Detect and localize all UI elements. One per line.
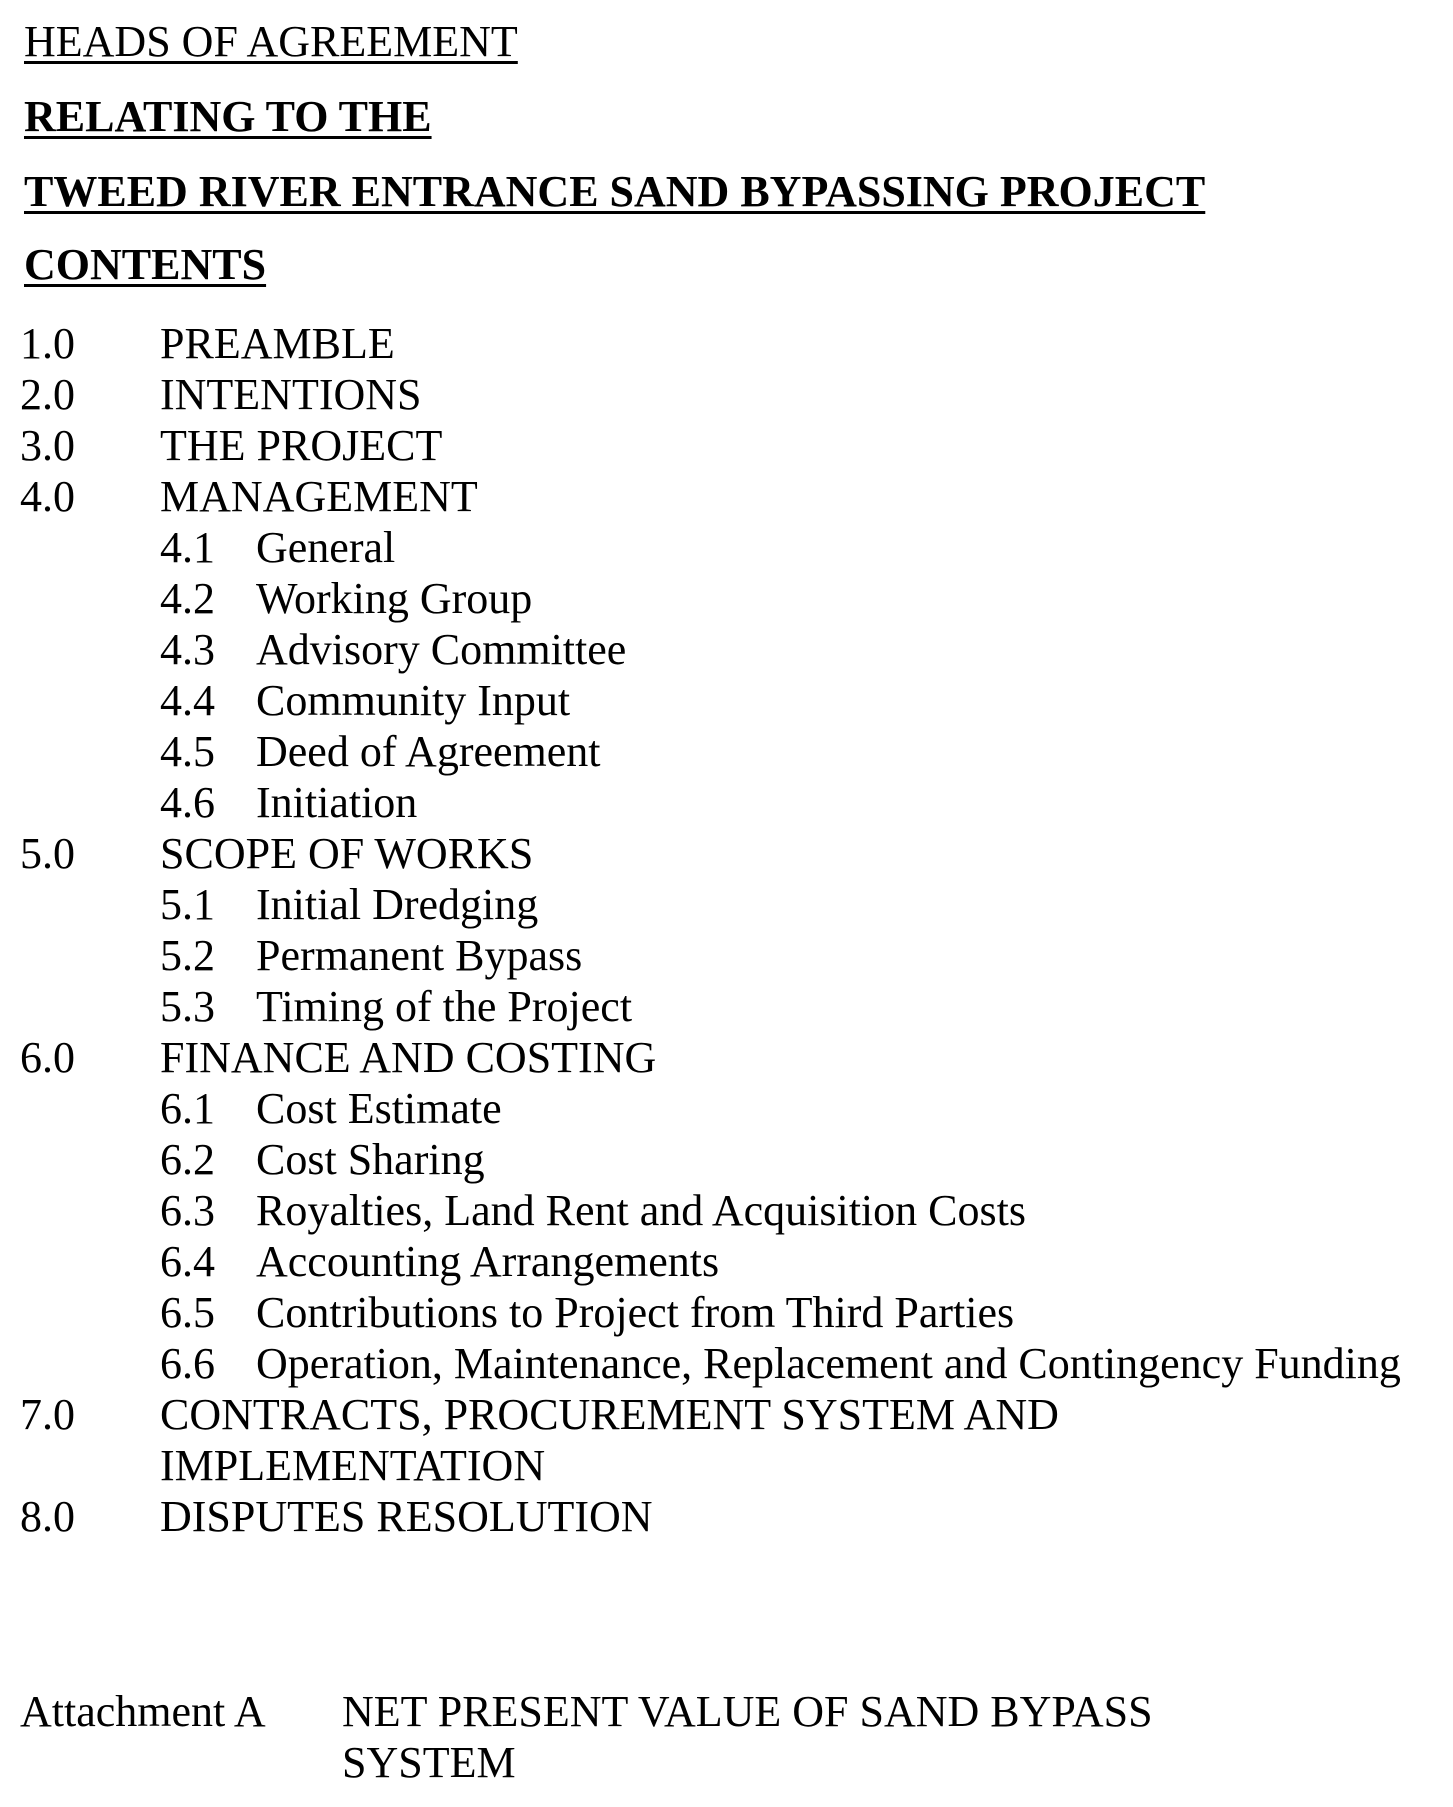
toc-subentry [0,726,1453,777]
heading-relating-to: RELATING TO THE [24,92,432,141]
toc-entry [0,369,1453,420]
toc-entry-title: SCOPE OF WORKS [160,829,534,878]
toc-entry [0,318,1453,369]
toc-entry-title: MANAGEMENT [160,472,478,521]
heading-contents: CONTENTS [24,240,267,289]
toc-subentry [0,1236,1453,1287]
toc-subentry-title: Royalties, Land Rent and Acquisition Costs [256,1186,1026,1235]
attachment-title: NET PRESENT VALUE OF SAND BYPASS SYSTEM [342,1687,1153,1787]
toc-subentry [0,777,1453,828]
toc-subentry-number: 4.5 [160,727,215,776]
toc-subentry-number: 5.3 [160,982,215,1031]
toc-subentry [0,573,1453,624]
toc-subentry [0,981,1453,1032]
toc-subentry-title: Cost Estimate [256,1084,502,1133]
toc-subentry [0,624,1453,675]
toc-entry-title: DISPUTES RESOLUTION [160,1492,653,1541]
toc-subentry-title: Timing of the Project [256,982,633,1031]
toc-entry-number: 3.0 [20,421,75,470]
toc-subentry-number: 6.2 [160,1135,215,1184]
toc-subentry-title: Permanent Bypass [256,931,583,980]
toc-subentry-number: 4.1 [160,523,215,572]
toc-subentry-title: Cost Sharing [256,1135,485,1184]
toc-subentry-title: Community Input [256,676,571,725]
toc-subentry-title: Contributions to Project from Third Parties [256,1288,1015,1337]
toc-subentry [0,1083,1453,1134]
toc-subentry-number: 6.5 [160,1288,215,1337]
toc-entry [0,828,1453,879]
toc-subentry [0,522,1453,573]
toc-subentry-title: Deed of Agreement [256,727,601,776]
toc-subentry-title: General [256,523,396,572]
toc-entry [0,420,1453,471]
toc-subentry-title: Initial Dredging [256,880,539,929]
toc-subentry-number: 6.3 [160,1186,215,1235]
toc-entry-title: INTENTIONS [160,370,422,419]
toc-subentry-title: Accounting Arrangements [256,1237,720,1286]
toc-subentry-number: 4.6 [160,778,215,827]
toc-entry-title: PREAMBLE [160,319,395,368]
toc-subentry [0,1338,1453,1389]
toc-subentry-number: 4.3 [160,625,215,674]
toc-entry-number: 5.0 [20,829,75,878]
toc-entry-title: CONTRACTS, PROCUREMENT SYSTEM AND IMPLEMENTATION [160,1390,1059,1490]
toc-subentry-title: Initiation [256,778,418,827]
toc-entry [0,1389,1453,1491]
toc-entry-title: FINANCE AND COSTING [160,1033,657,1082]
toc-subentry-number: 4.2 [160,574,215,623]
toc-subentry-number: 6.4 [160,1237,215,1286]
attachment-entry [20,1686,1242,1788]
toc-subentry [0,675,1453,726]
toc-entry [0,471,1453,522]
heading-project-title: TWEED RIVER ENTRANCE SAND BYPASSING PROJECT [24,167,1206,216]
attachment-label: Attachment A [20,1687,266,1736]
table-of-contents [0,318,1453,1542]
toc-subentry-number: 6.1 [160,1084,215,1133]
toc-entry-number: 4.0 [20,472,75,521]
toc-subentry [0,879,1453,930]
toc-entry-title: THE PROJECT [160,421,443,470]
toc-entry-number: 2.0 [20,370,75,419]
toc-entry [0,1491,1453,1542]
toc-subentry-number: 5.1 [160,880,215,929]
toc-subentry-number: 5.2 [160,931,215,980]
toc-subentry-title: Working Group [256,574,533,623]
toc-subentry [0,1185,1453,1236]
toc-entry-number: 1.0 [20,319,75,368]
toc-subentry-number: 4.4 [160,676,215,725]
toc-subentry [0,930,1453,981]
toc-subentry-title: Operation, Maintenance, Replacement and Contingency Funding [256,1339,1401,1388]
toc-subentry [0,1134,1453,1185]
heading-heads-of-agreement: HEADS OF AGREEMENT [24,17,518,66]
toc-subentry [0,1287,1453,1338]
toc-subentry-title: Advisory Committee [256,625,627,674]
toc-entry-number: 8.0 [20,1492,75,1541]
toc-entry-number: 6.0 [20,1033,75,1082]
toc-entry-number: 7.0 [20,1390,75,1439]
toc-subentry-number: 6.6 [160,1339,215,1388]
toc-entry [0,1032,1453,1083]
